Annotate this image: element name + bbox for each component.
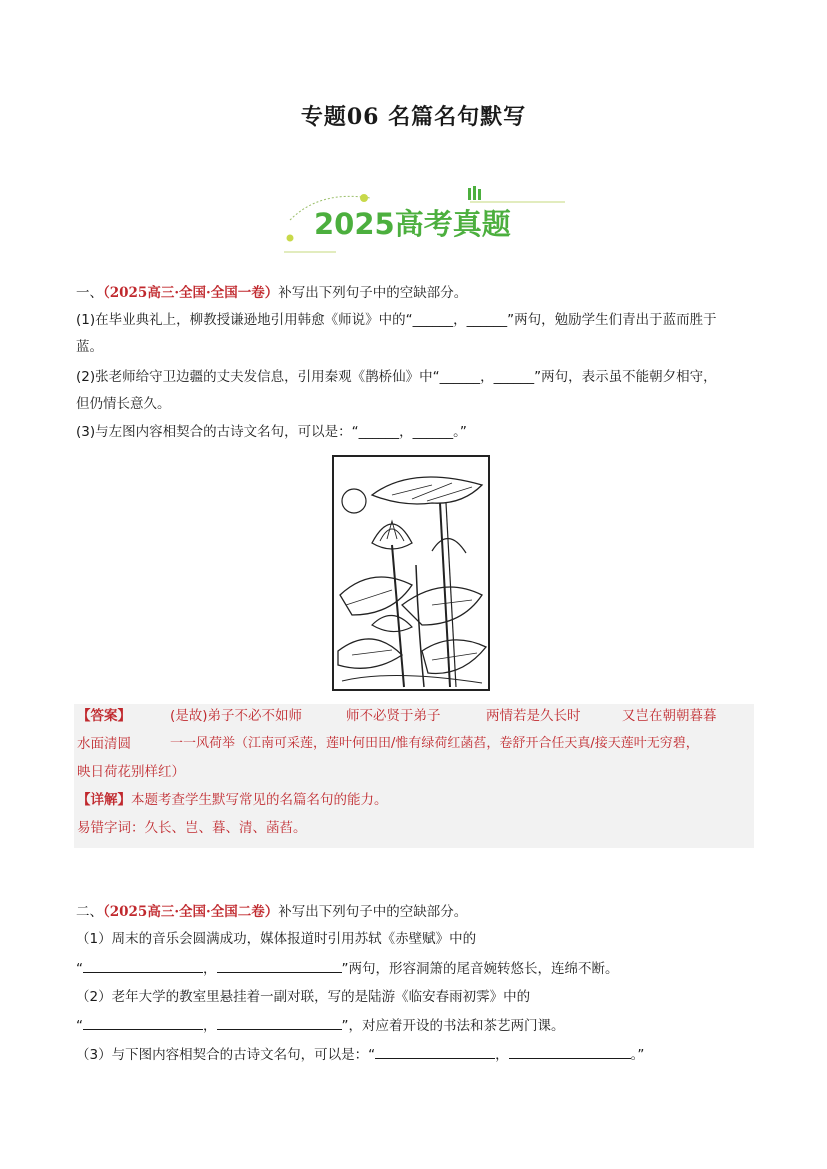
- answer-blank[interactable]: [217, 958, 342, 973]
- q1-item-2: (2)张老师给守卫边疆的丈夫发信息，引用秦观《鹊桥仙》中“______，______”两句，表示虽不能朝夕相守，: [76, 369, 717, 385]
- q1-stem: 补写出下列句子中的空缺部分。: [278, 285, 468, 301]
- answer-5: 水面清圆: [77, 736, 131, 752]
- leaf-logo-icon: [468, 186, 481, 200]
- q1-item-1-cont: 蓝。: [76, 339, 103, 355]
- answer-3: 两情若是久长时: [486, 708, 581, 724]
- q2-stem: 补写出下列句子中的空缺部分。: [278, 904, 468, 920]
- answer-blank[interactable]: [83, 1015, 203, 1030]
- q1-source: （2025高三·全国·全国一卷）: [103, 285, 279, 301]
- q1-item-3: (3)与左图内容相契合的古诗文名句，可以是：“______，______。”: [76, 424, 467, 440]
- q1-item-2-cont: 但仍情长意久。: [76, 396, 171, 412]
- answer-2: 师不必贤于弟子: [346, 708, 441, 724]
- q1-item-1: (1)在毕业典礼上，柳教授谦逊地引用韩愈《师说》中的“______，______”两句，勉励学生们青出于蓝而胜于: [76, 312, 717, 328]
- q2-item-3: （3）与下图内容相契合的古诗文名句，可以是：“ ， 。”: [76, 1044, 644, 1065]
- q2-heading: [76, 902, 467, 922]
- detail-line: 【详解】本题考查学生默写常见的名篇名句的能力。: [77, 792, 388, 808]
- q1-heading: [76, 283, 467, 303]
- q2-item-2: （2）老年大学的教室里悬挂着一副对联，写的是陆游《临安春雨初霁》中的: [76, 989, 531, 1005]
- page-title: 专题06 名篇名句默写: [300, 104, 527, 130]
- answer-blank[interactable]: [509, 1044, 631, 1059]
- q2-item-1-blanks: “ ， ”两句，形容洞箫的尾音婉转悠长，连绵不断。: [76, 958, 619, 979]
- answer-label: 【答案】: [77, 708, 131, 724]
- q2-item-2-blanks: “ ， ”，对应着开设的书法和茶艺两门课。: [76, 1015, 565, 1036]
- answer-blank[interactable]: [83, 958, 203, 973]
- banner-title: 2025高考真题: [314, 207, 511, 241]
- answer-1: (是故)弟子不必不如师: [170, 708, 303, 724]
- answer-6-cont: 映日荷花别样红）: [77, 764, 185, 780]
- answer-blank[interactable]: [217, 1015, 342, 1030]
- error-words: 易错字词：久长、岂、暮、清、菡萏。: [77, 820, 307, 836]
- answer-blank[interactable]: [375, 1044, 495, 1059]
- lotus-painting-image: [332, 455, 490, 691]
- banner: [270, 180, 570, 260]
- q2-number: 二、: [76, 904, 103, 920]
- q2-source: （2025高三·全国·全国二卷）: [103, 904, 279, 920]
- q2-item-1: （1）周末的音乐会圆满成功，媒体报道时引用苏轼《赤壁赋》中的: [76, 931, 477, 947]
- answer-6: 一一风荷举（江南可采莲，莲叶何田田/惟有绿荷红菡萏，卷舒开合任天真/接天莲叶无穷碧，: [170, 736, 699, 751]
- q1-number: 一、: [76, 285, 103, 301]
- answer-4: 又岂在朝朝暮暮: [622, 708, 717, 724]
